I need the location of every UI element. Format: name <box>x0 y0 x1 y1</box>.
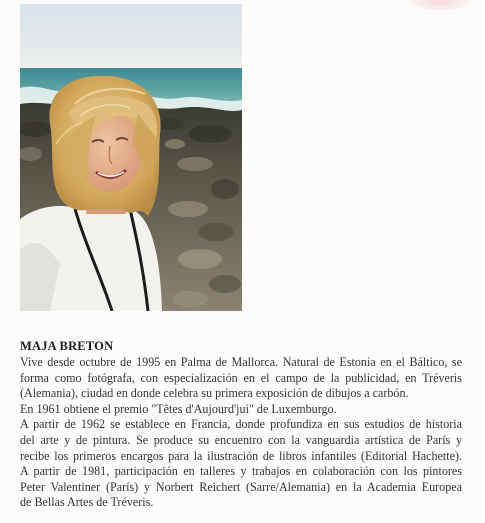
bio-line: forma como fotógrafa, con especialización en el campo de la publicidad, en Tréveris <box>20 370 462 385</box>
bio-line: recibe los primeros encargos para la ilustración de libros infantiles (Editorial Hachette). <box>20 448 462 463</box>
bio-line: En 1961 obtiene el premio "Têtes d'Aujourd'jui" de Luxemburgo. <box>20 401 337 416</box>
bio-line: A partir de 1962 se establece en Francia, donde profundiza en sus estudios de historia <box>20 417 462 432</box>
bio-section <box>20 339 462 511</box>
bio-line: de Bellas Artes de Tréveris. <box>20 495 154 510</box>
bio-line: A partir de 1981, participación en talleres y trabajos en colaboración con los pintores <box>20 464 462 479</box>
bio-line: Peter Valentiner (París) y Norbert Reichert (Sarre/Alemania) en la Academia Europea <box>20 479 462 494</box>
portrait-photo <box>20 4 242 311</box>
corner-smudge <box>410 0 470 10</box>
bio-line: Vive desde octubre de 1995 en Palma de Mallorca. Natural de Estonia en el Báltico, se <box>20 355 462 369</box>
bio-line: del arte y de pintura. Se produce su encuentro con la vanguardia artística de París y <box>20 432 462 447</box>
bio-line: (Alemania), ciudad en donde celebra su primera exposición de dibujos a carbón. <box>20 386 409 401</box>
bio-name: MAJA BRETON <box>20 339 114 353</box>
